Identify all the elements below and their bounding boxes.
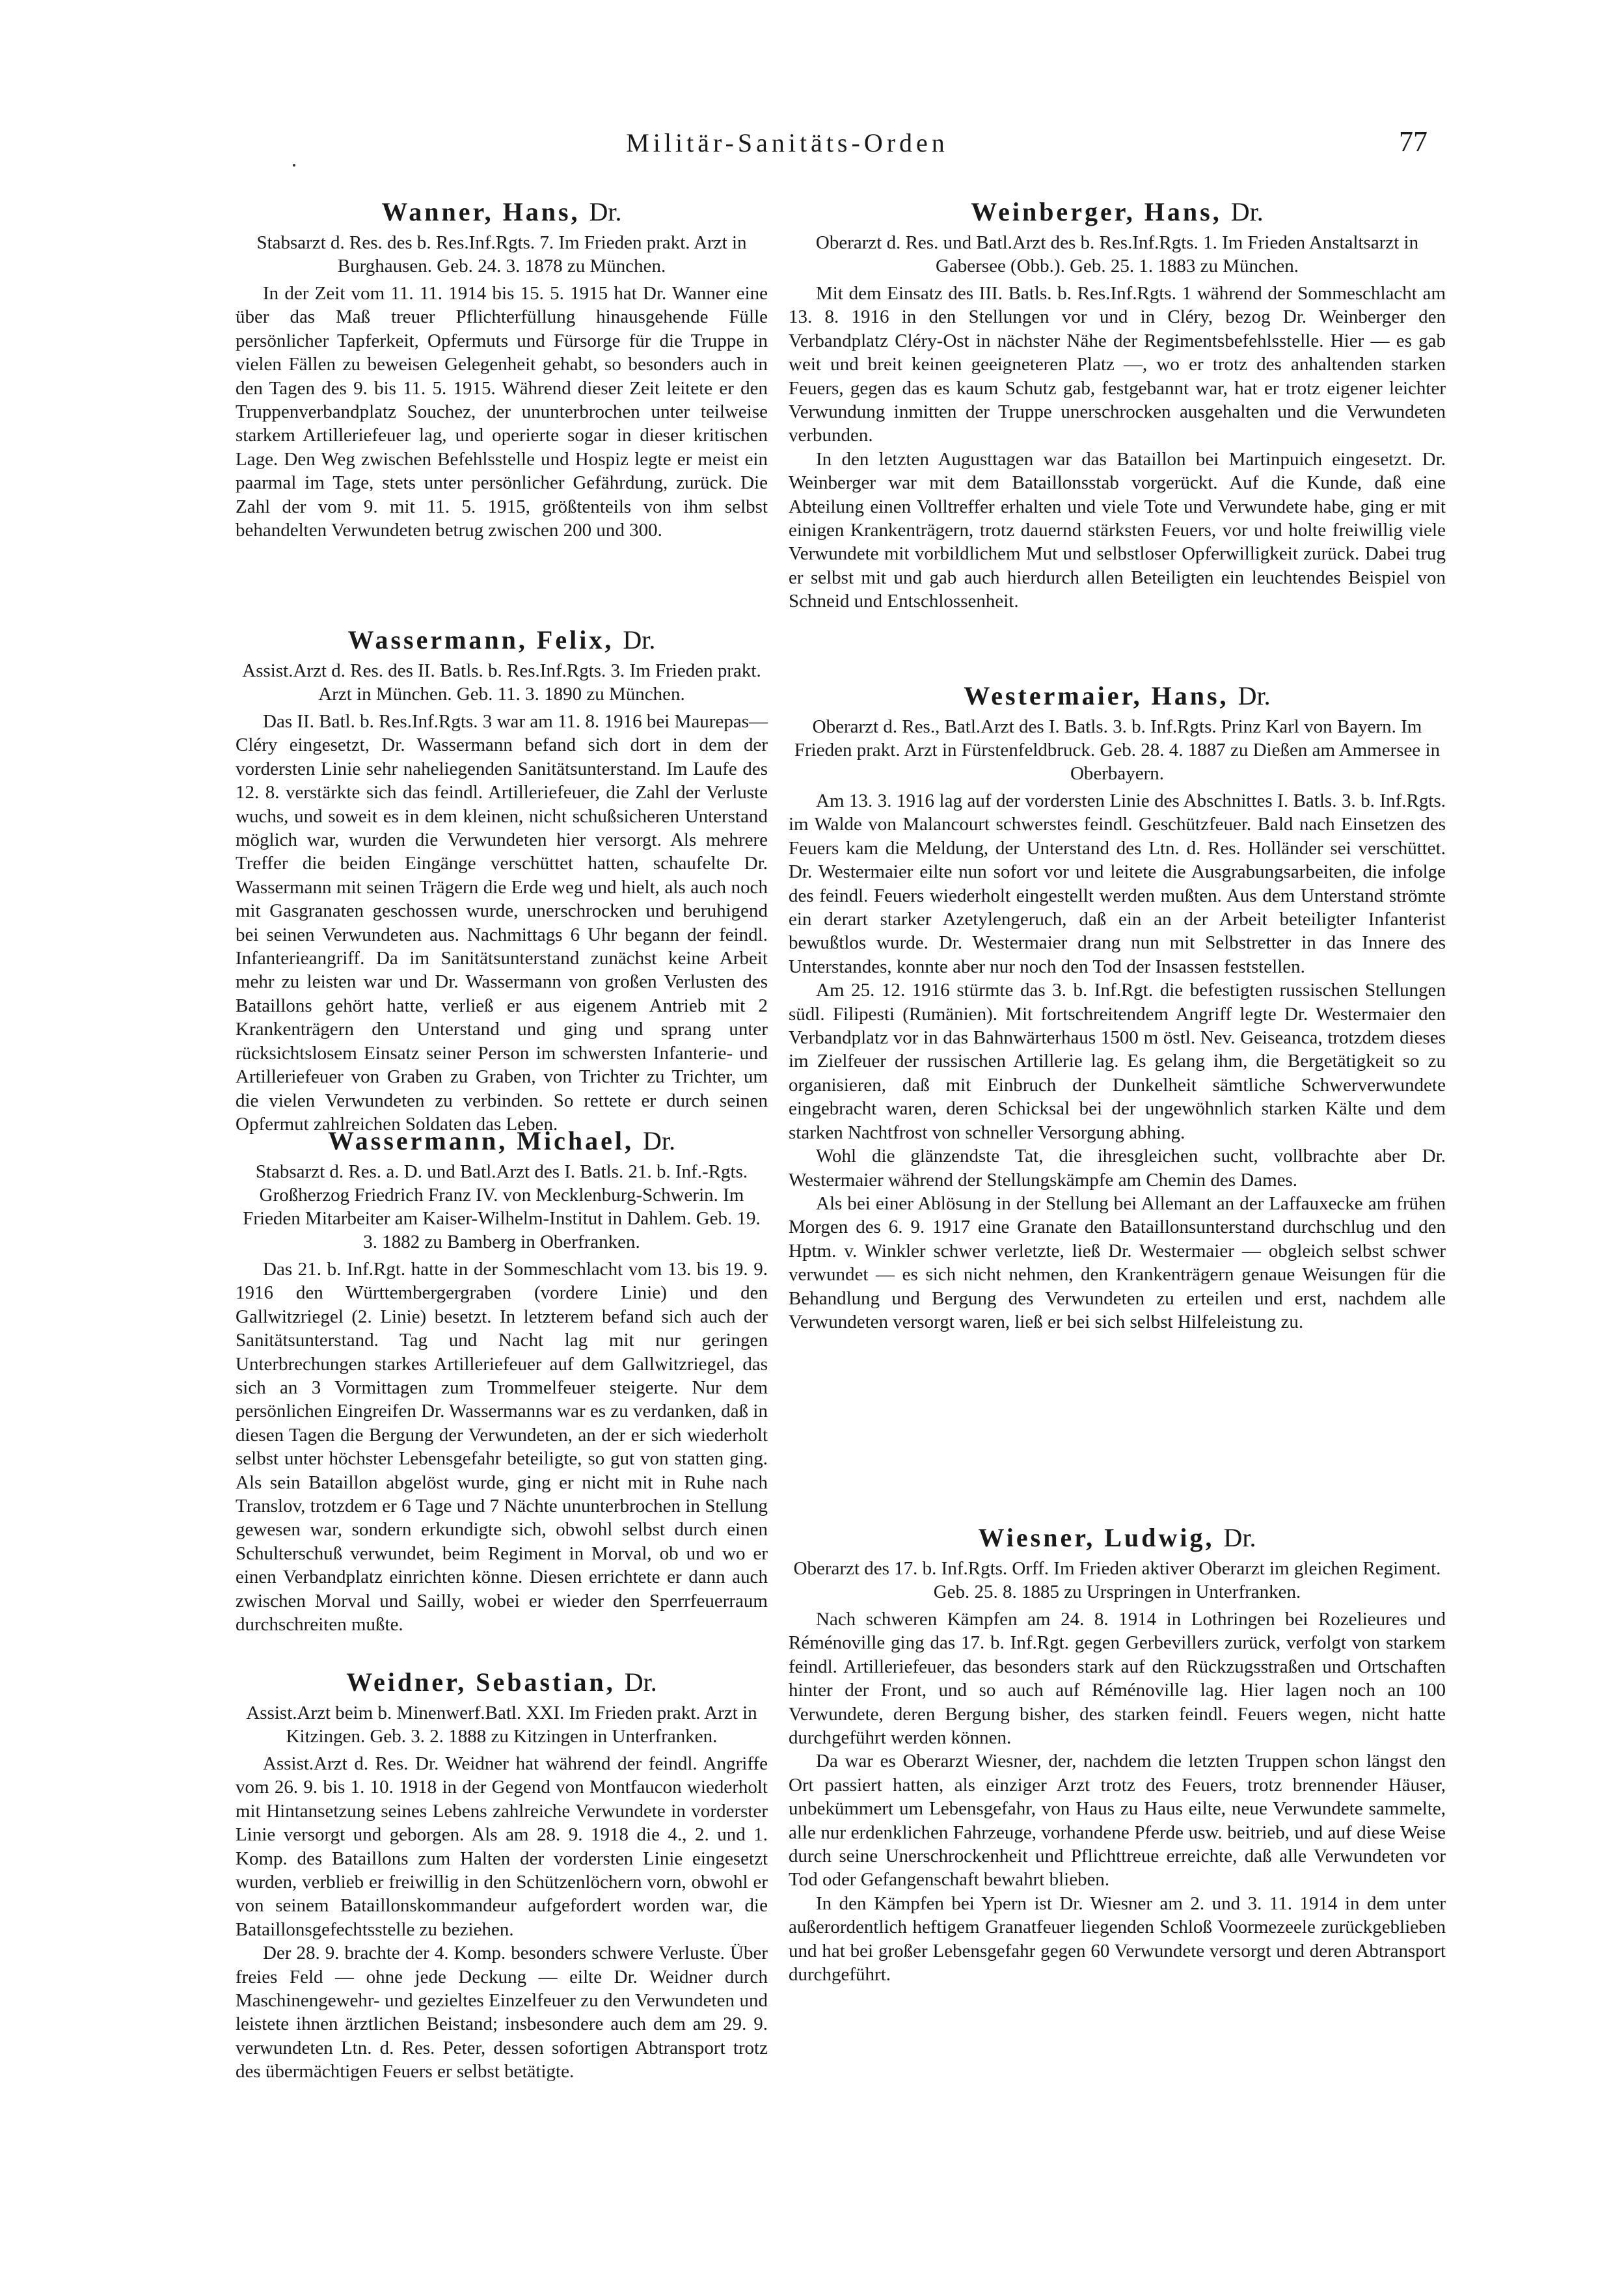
entry-weinberger — [789, 196, 1446, 613]
name-text: Westermaier, Hans, — [964, 681, 1229, 710]
name-text: Wanner, Hans, — [381, 197, 580, 226]
entry-name — [236, 1125, 768, 1156]
entry-subtitle: Assist.Arzt beim b. Minenwerf.Batl. XXI. Im Frieden prakt. Arzt in Kitzingen. Geb. 3. 2. 1888 zu Kitzingen in Unterfranken. — [246, 1703, 757, 1747]
entry-name — [789, 196, 1446, 227]
entry-wiesner — [789, 1522, 1446, 1987]
left-column — [236, 0, 768, 2290]
paragraph: Nach schweren Kämpfen am 24. 8. 1914 in Lothringen bei Rozelieures und Réménoville ging das 17. b. Inf.Rgt. gegen Gerbevillers zurück, verfolgt von starkem feindl. Artilleriefeuer, das besonders stark auf den Rückzugsstraßen und Ortschaften hinter der Front, und so auch auf Réménoville lag. Hier lagen noch an 100 Verwundete, deren Bergung bisher, des starken feindl. Feuers wegen, nicht hatte durchgeführt werden können. — [789, 1609, 1446, 1749]
name-text: Wassermann, Michael, — [328, 1126, 634, 1155]
paragraph: Am 13. 3. 1916 lag auf der vordersten Linie des Abschnittes I. Batls. 3. b. Inf.Rgts. im Walde von Malancourt schwerstes feindl. Geschützfeuer. Bald nach Einsetzen des Feuers kam die Meldung, der Unterstand des Ltn. d. Res. Holländer sei verschüttet. Dr. Westermaier eilte nun sofort vor und leitete die Ausgrabungsarbeiten, die infolge des feindl. Feuers wiederholt eingestellt werden mußten. Aus dem Unterstand strömte ein derart starker Azetylengeruch, daß ein an der Arbeit beteiligter Infanterist bewußtlos wurde. Dr. Westermaier drang nun mit Selbstretter in das Innere des Unterstandes, konnte aber nur noch den Tod der Insassen feststellen. — [789, 790, 1446, 977]
entry-subtitle: Oberarzt des 17. b. Inf.Rgts. Orff. Im Frieden aktiver Oberarzt im gleichen Regiment. Geb. 25. 8. 1885 zu Urspringen in Unterfranken. — [793, 1558, 1441, 1602]
entry-name — [789, 1522, 1446, 1553]
right-column — [789, 0, 1446, 2290]
title-text: Dr. — [1230, 197, 1264, 226]
paragraph: Der 28. 9. brachte der 4. Komp. besonders schwere Verluste. Über freies Feld — ohne jede Deckung — eilte Dr. Weidner durch Maschinengewehr- und gezieltes Einzelfeuer zu den Verwundeten und leistete ihnen ärztlichen Beistand; insbesondere auch dem am 29. 9. verwundeten Ltn. d. Res. Peter, dessen sofortigen Abtransport trotz des übermächtigen Feuers er selbst betätigte. — [236, 1943, 768, 2082]
entry-subtitle: Stabsarzt d. Res. des b. Res.Inf.Rgts. 7. Im Frieden prakt. Arzt in Burghausen. Geb. 24. 3. 1878 zu München. — [256, 232, 747, 276]
page-number: 77 — [1399, 126, 1428, 157]
entry-name — [236, 196, 768, 227]
title-text: Dr. — [1223, 1523, 1256, 1552]
paragraph: Das 21. b. Inf.Rgt. hatte in der Sommeschlacht vom 13. bis 19. 9. 1916 den Württembergergraben (vordere Linie) und den Gallwitzriegel (2. Linie) besetzt. In letzterem befand sich auch der Sanitätsunterstand. Tag und Nacht lag mit nur geringen Unterbrechungen starkes Artilleriefeuer auf dem Gallwitzriegel, das sich an 3 Vormittagen zum Trommelfeuer steigerte. Nur dem persönlichen Eingreifen Dr. Wassermanns war es zu verdanken, daß in diesen Tagen die Bergung der Verwundeten, an der er sich wiederholt selbst unter höchster Lebensgefahr beteiligte, so gut von statten ging. Als sein Bataillon abgelöst wurde, ging er nicht mit in Ruhe nach Translov, trotzdem er 6 Tage und 7 Nächte ununterbrochen in Stellung gewesen war, sondern erkundigte sich, obwohl selbst durch einen Schulterschuß verwundet, beim Regiment in Morval, ob und wo er einen Verbandplatz einrichten könne. Diesen errichtete er dann auch zwischen Morval und Sailly, wobei er wieder den Sperrfeuerraum durchschreiten mußte. — [236, 1259, 768, 1636]
name-text: Weinberger, Hans, — [971, 197, 1222, 226]
title-text: Dr. — [1238, 681, 1271, 710]
paragraph: Assist.Arzt d. Res. Dr. Weidner hat während der feindl. Angriffe vom 26. 9. bis 1. 10. 1918 in der Gegend von Montfaucon wiederholt mit Hintansetzung seines Lebens zahlreiche Verwundete in vorderster Linie versorgt und geborgen. Als am 28. 9. 1918 die 4., 2. und 1. Komp. des Bataillons zum Halten der vordersten Linie eingesetzt wurden, verblieb er freiwillig in den Schützenlöchern vorn, obwohl er von seinem Bataillonskommandeur aufgefordert worden war, die Bataillonsgefechtsstelle zu beziehen. — [236, 1753, 768, 1940]
name-text: Wassermann, Felix, — [347, 625, 614, 654]
entry-wassermann-michael — [236, 1125, 768, 1637]
paragraph: Wohl die glänzendste Tat, die ihresgleichen sucht, vollbrachte aber Dr. Westermaier während der Stellungskämpfe am Chemin des Dames. — [789, 1146, 1446, 1191]
paragraph: Das II. Batl. b. Res.Inf.Rgts. 3 war am 11. 8. 1916 bei Maurepas—Cléry eingesetzt, Dr. Wassermann befand sich dort in dem der vordersten Linie sehr naheliegenden Sanitätsunterstand. Im Laufe des 12. 8. verstärkte sich das feindl. Artilleriefeuer, die Zahl der Verluste wuchs, und soweit es in dem kleinen, nicht schußsicheren Unterstand möglich war, wurden die Verwundeten hier versorgt. Als mehrere Treffer die beiden Eingänge verschüttet hatten, schaufelte Dr. Wassermann mit seinen Trägern die Erde weg und hielt, als auch noch mit Gasgranaten geschossen wurde, unerschrocken und beruhigend bei seinen Verwundeten aus. Nachmittags 6 Uhr begann der feindl. Infanterieangriff. Da im Sanitätsunterstand zunächst keine Arbeit mehr zu leisten war und Dr. Wassermann von großen Verlusten des Bataillons gehört hatte, verließ er aus eigenem Antrieb mit 2 Krankenträgern den Unterstand und ging und sprang unter rücksichtslosem Einsatz seiner Person im schwersten Infanterie- und Artilleriefeuer von Graben zu Graben, von Trichter zu Trichter, um die vielen Verwundeten zu verbinden. So rettete er durch seinen Opfermut zahlreichen Soldaten das Leben. — [236, 711, 768, 1135]
entry-name — [236, 1667, 768, 1697]
paragraph: In den letzten Augusttagen war das Bataillon bei Martinpuich eingesetzt. Dr. Weinberger war mit dem Bataillonsstab vorgerückt. Auf die Kunde, daß eine Abteilung einen Volltreffer erhalten und viele Tote und Verwundete habe, ging er mit einigen Krankenträgern, trotz dauernd stärksten Feuers, vor und holte freiwillig viele Verwundete mit vorbildlichem Mut und selbstloser Opferwilligkeit zurück. Dabei trug er selbst mit und gab auch hierdurch allen Beteiligten ein leuchtendes Beispiel von Schneid und Entschlossenheit. — [789, 448, 1446, 612]
paragraph: In den Kämpfen bei Ypern ist Dr. Wiesner am 2. und 3. 11. 1914 in dem unter außerordentlich heftigem Granatfeuer liegenden Schloß Voormezeele zurückgeblieben und hat bei großer Lebensgefahr gegen 60 Verwundete versorgt und deren Abtransport durchgeführt. — [789, 1893, 1446, 1986]
title-text: Dr. — [642, 1126, 675, 1155]
entry-subtitle: Oberarzt d. Res., Batl.Arzt des I. Batls. 3. b. Inf.Rgts. Prinz Karl von Bayern. Im Frieden prakt. Arzt in Fürstenfeldbruck. Geb. 28. 4. 1887 zu Dießen am Ammersee in Oberbayern. — [794, 716, 1441, 784]
entry-subtitle: Assist.Arzt d. Res. des II. Batls. b. Res.Inf.Rgts. 3. Im Frieden prakt. Arzt in München. Geb. 11. 3. 1890 zu München. — [242, 660, 761, 705]
title-text: Dr. — [623, 625, 656, 654]
entry-subtitle: Oberarzt d. Res. und Batl.Arzt des b. Res.Inf.Rgts. 1. Im Frieden Anstaltsarzt in Gabersee (Obb.). Geb. 25. 1. 1883 zu München. — [815, 232, 1419, 276]
entry-name — [236, 625, 768, 655]
name-text: Weidner, Sebastian, — [346, 1667, 616, 1697]
entry-weidner — [236, 1667, 768, 2084]
entry-wanner — [236, 196, 768, 542]
entry-subtitle: Stabsarzt d. Res. a. D. und Batl.Arzt des I. Batls. 21. b. Inf.-Rgts. Großherzog Friedrich Franz IV. von Mecklenburg-Schwerin. Im Frieden Mitarbeiter am Kaiser-Wilhelm-Institut in Dahlem. Geb. 19. 3. 1882 zu Bamberg in Oberfranken. — [243, 1161, 761, 1252]
entry-westermaier — [789, 680, 1446, 1334]
paragraph: Da war es Oberarzt Wiesner, der, nachdem die letzten Truppen schon längst den Ort passiert hatten, als einziger Arzt trotz des Feuers, trotz brennender Häuser, unbekümmert um Lebensgefahr, von Haus zu Haus eilte, neue Verwundete sammelte, alle nur erdenklichen Fahrzeuge, vorhandene Pferde usw. beitrieb, und auf diese Weise durch seine Unerschrockenheit und Pflichttreue erreichte, daß alle Verwundeten vor Tod oder Gefangenschaft bewahrt blieben. — [789, 1751, 1446, 1891]
paragraph: Am 25. 12. 1916 stürmte das 3. b. Inf.Rgt. die befestigten russischen Stellungen südl. Filipesti (Rumänien). Mit fortschreitendem Angriff legte Dr. Westermaier den Verbandplatz vor in das Bahnwärterhaus 1500 m östl. Nev. Geiseanca, trotzdem dieses im Zielfeuer der russischen Artillerie lag. Es gelang ihm, die Bergetätigkeit so zu organisieren, daß mit Einbruch der Dunkelheit sämtliche Schwerverwundete eingebracht waren, deren Schicksal bei der ungewöhnlich starken Kälte und dem starken Nachtfrost von schneller Versorgung abhing. — [789, 980, 1446, 1143]
running-title: Militär-Sanitäts-Orden — [626, 128, 949, 157]
paragraph: In der Zeit vom 11. 11. 1914 bis 15. 5. 1915 hat Dr. Wanner eine über das Maß treuer Pflichterfüllung hinausgehende Fülle persönlicher Tapferkeit, Opfermuts und Fürsorge für die Truppe in vielen Fällen zu beweisen Gelegenheit gehabt, so besonders auch in den Tagen des 9. bis 11. 5. 1915. Während dieser Zeit leitete er den Truppenverbandplatz Souchez, der ununterbrochen unter teilweise starkem Artilleriefeuer lag, und operierte sogar in dieser kritischen Lage. Den Weg zwischen Befehlsstelle und Hospiz legte er meist ein paarmal im Tage, stets unter persönlicher Gefährdung, zurück. Die Zahl der vom 9. mit 11. 5. 1915, größtenteils von ihm selbst behandelten Verwundeten betrug zwischen 200 und 300. — [236, 283, 768, 541]
paragraph: Mit dem Einsatz des III. Batls. b. Res.Inf.Rgts. 1 während der Sommeschlacht am 13. 8. 1916 in den Stellungen vor und in Cléry, bezog Dr. Weinberger den Verbandplatz Cléry-Ost in nächster Nähe der Regimentsbefehlsstelle. Hier — es gab weit und breit keinen geeigneteren Platz —, wo er trotz des anhaltenden starken Feuers, gegen das es kaum Schutz gab, festgebannt war, hat er trotz eigener leichter Verwundung inmitten der Truppe unerschrocken ausgehalten und die Verwundeten verbunden. — [789, 283, 1446, 446]
title-text: Dr. — [624, 1667, 657, 1697]
paragraph: Als bei einer Ablösung in der Stellung bei Allemant an der Laffauxecke am frühen Morgen des 6. 9. 1917 eine Granate den Bataillonsunterstand durchschlug und den Hptm. v. Winkler schwer verletzte, ließ Dr. Westermaier — obgleich selbst schwer verwundet — es sich nicht nehmen, den Krankenträgern genaue Weisungen für die Behandlung und Bergung des Verwundeten zu erteilen und erst, nachdem alle Verwundeten versorgt waren, ließ er bei sich selbst Hilfeleistung zu. — [789, 1192, 1446, 1332]
entry-wassermann-felix — [236, 625, 768, 1136]
entry-name — [789, 680, 1446, 711]
title-text: Dr. — [589, 197, 622, 226]
name-text: Wiesner, Ludwig, — [978, 1523, 1215, 1552]
